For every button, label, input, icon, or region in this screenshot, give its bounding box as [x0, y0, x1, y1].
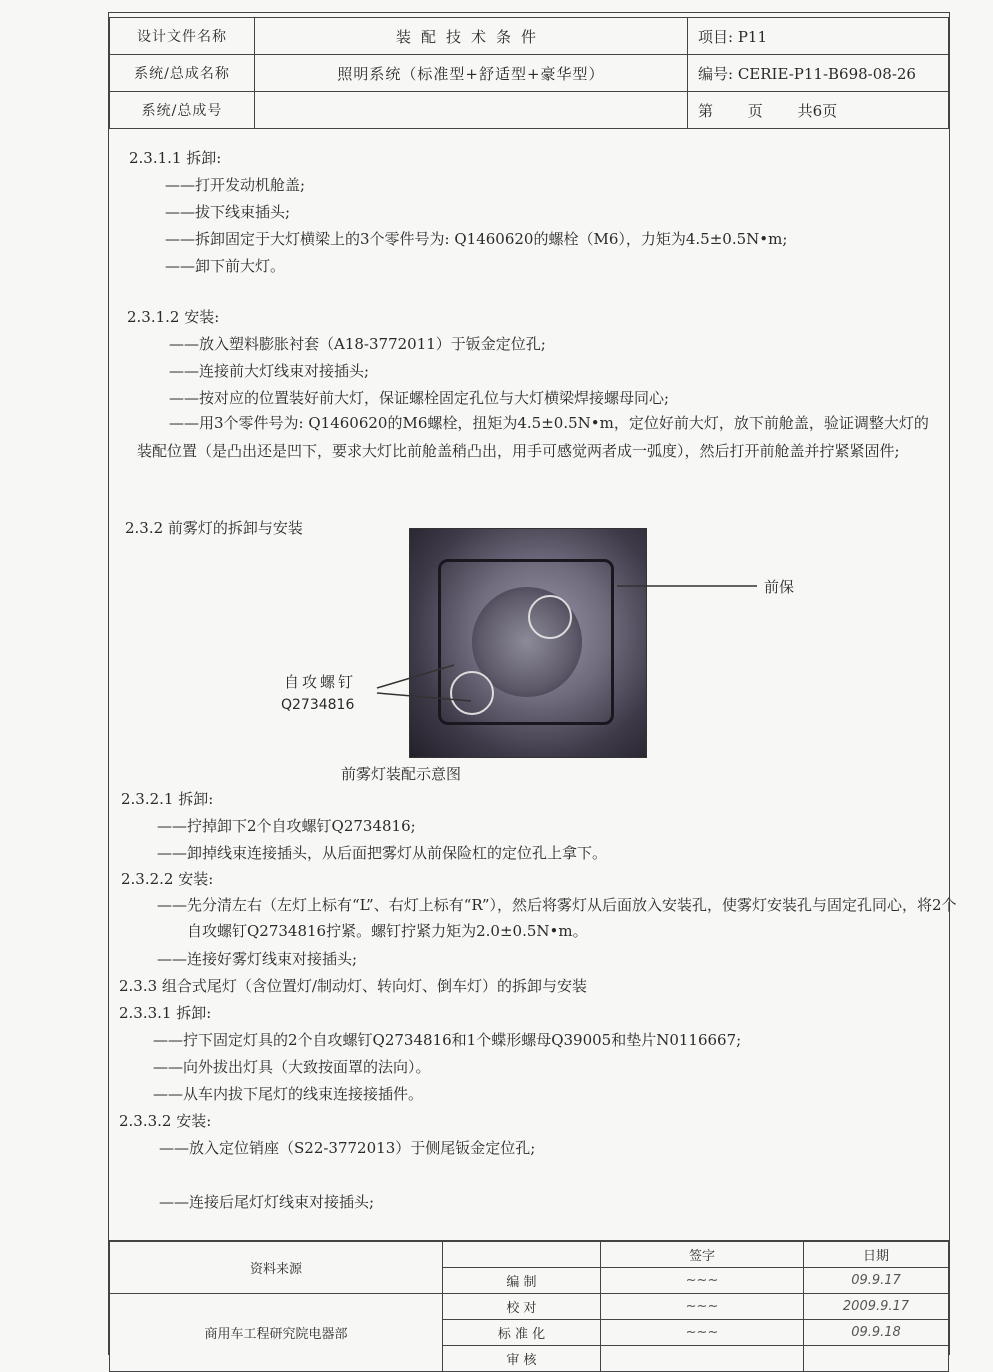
s2321-step1: ——拧掉卸下2个自攻螺钉Q2734816;	[157, 817, 416, 835]
s232-heading: 2.3.2 前雾灯的拆卸与安装	[125, 519, 303, 537]
signature-compile: ~~~	[601, 1268, 804, 1294]
callout-screw: 自攻螺钉	[284, 673, 357, 691]
system-name-label: 系统/总成名称	[110, 55, 255, 92]
signature-review	[601, 1346, 804, 1372]
date-check: 2009.9.17	[804, 1294, 949, 1320]
system-number-label: 系统/总成号	[110, 92, 255, 129]
callout-lines	[109, 13, 949, 813]
s2311-heading: 2.3.1.1 拆卸:	[129, 149, 222, 167]
doc-code: 编号: CERIE-P11-B698-08-26	[688, 55, 949, 92]
row-check: 校 对	[443, 1294, 601, 1320]
row-standardize: 标 准 化	[443, 1320, 601, 1346]
date-header: 日期	[804, 1242, 949, 1268]
page-prefix: 第	[698, 101, 714, 120]
department: 商用车工程研究院电器部	[110, 1294, 443, 1372]
s2331-step3: ——从车内拔下尾灯的线束连接接插件。	[153, 1085, 424, 1103]
signature-block	[109, 1240, 949, 1372]
s2322-step1: ——先分清左右（左灯上标有“L”、右灯上标有“R”），然后将雾灯从后面放入安装孔，使雾灯安装孔与固定孔同心，将2个自攻螺钉Q2734816拧紧。螺钉拧紧力矩为2.0±0.5N•m。	[157, 896, 957, 940]
s2331-step2: ——向外拔出灯具（大致按面罩的法向）。	[153, 1058, 431, 1076]
s2312-step2: ——连接前大灯线束对接插头;	[169, 362, 370, 380]
footer-blank	[443, 1242, 601, 1268]
s2311-step3: ——拆卸固定于大灯横梁上的3个零件号为: Q1460620的螺栓（M6），力矩为4.5±0.5N•m;	[165, 230, 788, 248]
s2332-step2: ——连接后尾灯灯线束对接插头;	[159, 1193, 375, 1211]
callout-part-number: Q2734816	[281, 697, 355, 713]
s2331-heading: 2.3.3.1 拆卸:	[119, 1004, 212, 1022]
sign-header: 签字	[601, 1242, 804, 1268]
date-review	[804, 1346, 949, 1372]
s2312-heading: 2.3.1.2 安装:	[127, 308, 220, 326]
date-standardize: 09.9.18	[804, 1320, 949, 1346]
s2312-step3: ——按对应的位置装好前大灯，保证螺栓固定孔位与大灯横梁焊接螺母同心;	[169, 389, 670, 407]
row-review: 审 核	[443, 1346, 601, 1372]
source-label: 资料来源	[110, 1242, 443, 1294]
document-page	[108, 12, 957, 1368]
s2312-step1: ——放入塑料膨胀衬套（A18-3772011）于钣金定位孔;	[169, 335, 546, 353]
s2311-step1: ——打开发动机舱盖;	[165, 176, 306, 194]
signature-check: ~~~	[601, 1294, 804, 1320]
project-field: 项目: P11	[688, 18, 949, 55]
s2321-heading: 2.3.2.1 拆卸:	[121, 790, 214, 808]
design-doc-label: 设计文件名称	[110, 18, 255, 55]
row-compile: 编 制	[443, 1268, 601, 1294]
s2311-step4: ——卸下前大灯。	[165, 257, 286, 275]
s233-heading: 2.3.3 组合式尾灯（含位置灯/制动灯、转向灯、倒车灯）的拆卸与安装	[119, 977, 587, 995]
page-suffix: 页	[747, 101, 763, 120]
system-name: 照明系统（标准型+舒适型+豪华型）	[255, 55, 688, 92]
signature-standardize: ~~~	[601, 1320, 804, 1346]
date-compile: 09.9.17	[804, 1268, 949, 1294]
s2322-step2: ——连接好雾灯线束对接插头;	[157, 950, 358, 968]
s2321-step2: ——卸掉线束连接插头，从后面把雾灯从前保险杠的定位孔上拿下。	[157, 844, 608, 862]
s2332-step1: ——放入定位销座（S22-3772013）于侧尾钣金定位孔;	[159, 1139, 536, 1157]
s2311-step2: ——拔下线束插头;	[165, 203, 291, 221]
s2312-step4: ——用3个零件号为: Q1460620的M6螺栓，扭矩为4.5±0.5N•m，定位好前大灯，放下前舱盖，验证调整大灯的装配位置（是凸出还是凹下，要求大灯比前舱盖稍凸出，用手可感觉两者成一弧度），然后打开前舱盖并拧紧紧固件;	[137, 414, 929, 460]
figure-caption: 前雾灯装配示意图	[341, 765, 462, 783]
s2332-heading: 2.3.3.2 安装:	[119, 1112, 212, 1130]
s2331-step1: ——拧下固定灯具的2个自攻螺钉Q2734816和1个蝶形螺母Q39005和垫片N0116667;	[153, 1031, 742, 1049]
s2322-heading: 2.3.2.2 安装:	[121, 870, 214, 888]
callout-front-bumper: 前保	[764, 578, 795, 596]
doc-title: 装配技术条件	[255, 18, 688, 55]
page-total: 共6页	[797, 101, 838, 120]
